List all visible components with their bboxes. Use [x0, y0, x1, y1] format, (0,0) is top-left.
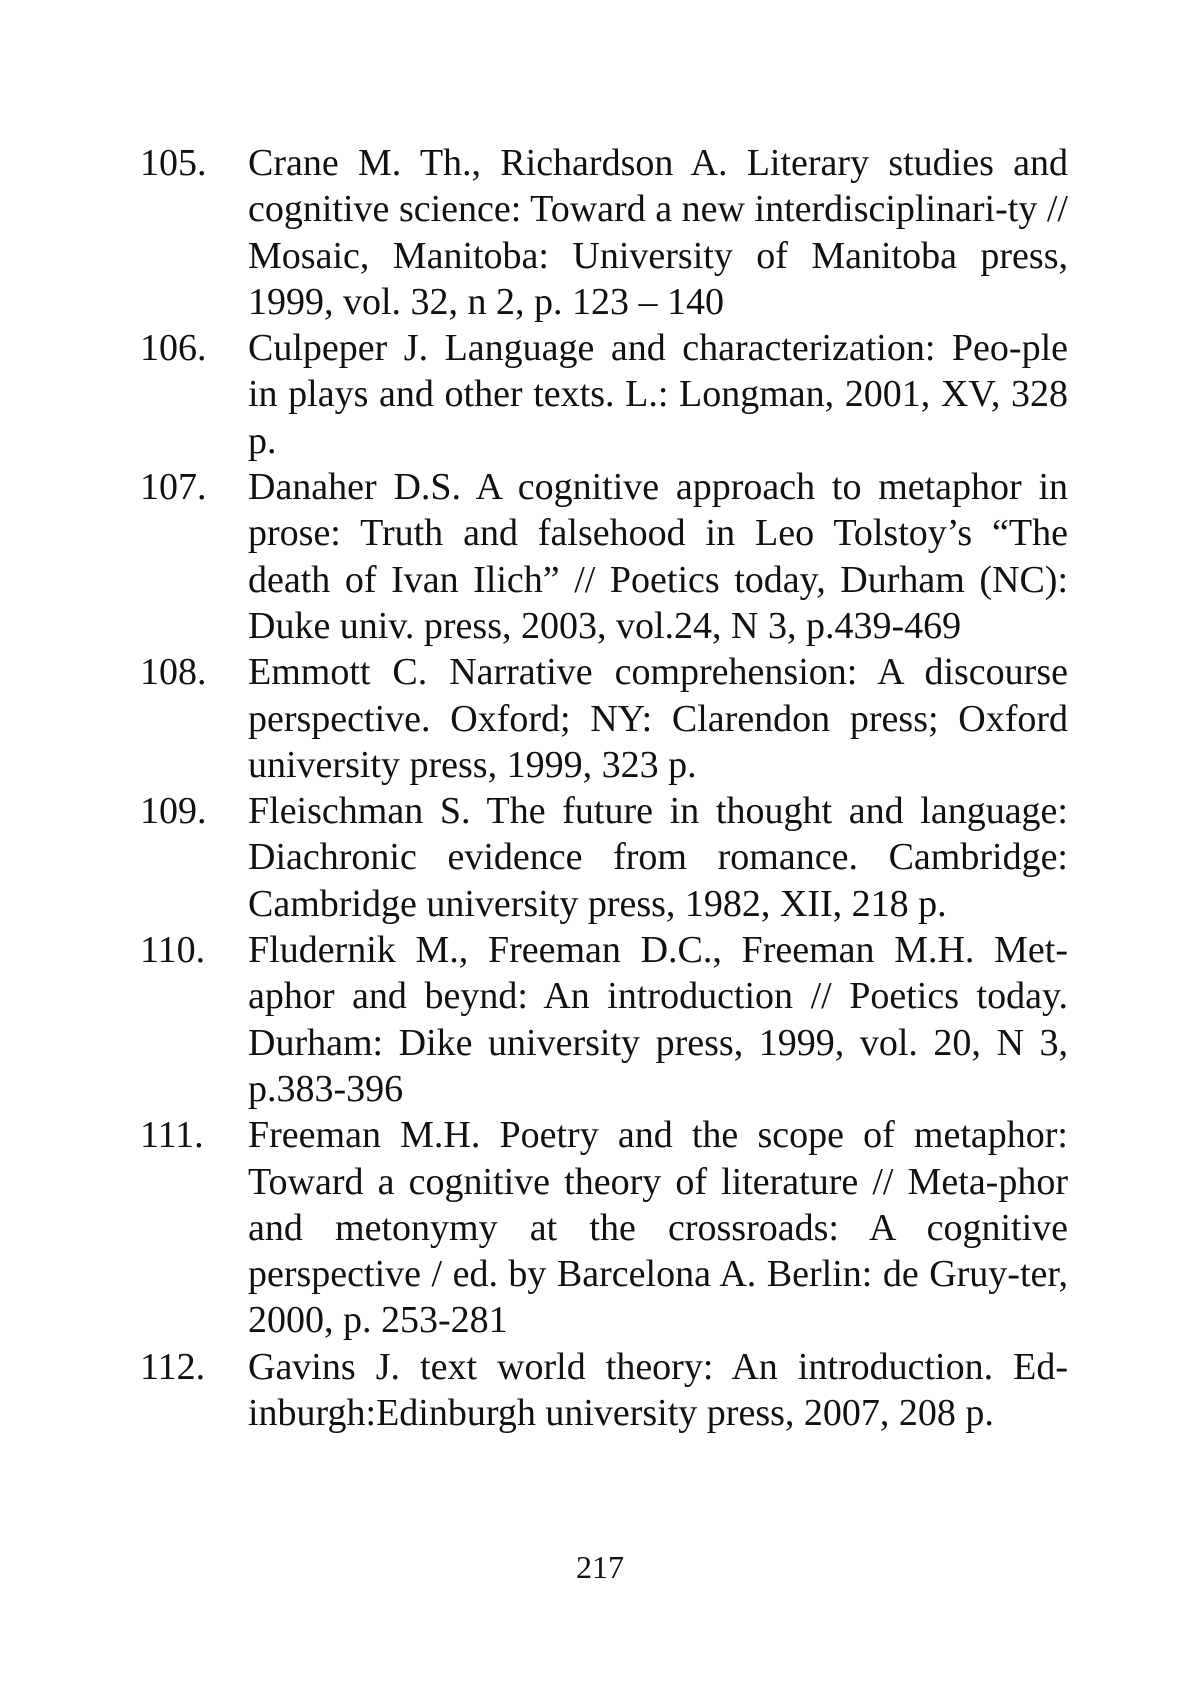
reference-item-108 — [140, 649, 1068, 788]
reference-number: 109. — [140, 790, 207, 833]
page-number: 217 — [576, 1549, 624, 1585]
reference-number: 108. — [140, 651, 207, 694]
reference-list — [140, 140, 1068, 1436]
reference-number: 106. — [140, 327, 207, 370]
reference-text: Culpeper J. Language and characterization: Peo-ple in plays and other texts. L.: Longman, 2001, XV, 328 p. — [248, 327, 1068, 462]
reference-number: 111. — [140, 1114, 204, 1157]
reference-number: 107. — [140, 466, 207, 509]
reference-number: 110. — [140, 929, 206, 972]
reference-item-111 — [140, 1112, 1068, 1343]
reference-text: Freeman M.H. Poetry and the scope of metaphor: Toward a cognitive theory of literature // Meta-phor and metonymy at the crossroads: A cognitive perspective / ed. by Barcelona A. Berlin: de Gruy-ter, 2000, p. 253-281 — [248, 1114, 1068, 1342]
reference-number: 105. — [140, 142, 207, 184]
reference-text: Fleischman S. The future in thought and language: Diachronic evidence from romance. Cambridge: Cambridge university press, 1982, XII, 218 p. — [248, 790, 1068, 925]
reference-item-112 — [140, 1344, 1068, 1437]
reference-text: Fludernik M., Freeman D.C., Freeman M.H. Met-aphor and beynd: An introduction // Poetics today. Durham: Dike university press, 1999, vol. 20, N 3, p.383-396 — [248, 929, 1068, 1110]
reference-text: Emmott C. Narrative comprehension: A discourse perspective. Oxford; NY: Clarendon press; Oxford university press, 1999, 323 p. — [248, 651, 1068, 786]
reference-item-109 — [140, 788, 1068, 927]
reference-item-110 — [140, 927, 1068, 1112]
reference-text: Crane M. Th., Richardson A. Literary studies and cognitive science: Toward a new interdisciplinari-ty // Mosaic, Manitoba: University of Manitoba press, 1999, vol. 32, n 2, p. 123 – 140 — [248, 142, 1068, 323]
reference-item-106 — [140, 325, 1068, 464]
reference-number: 112. — [140, 1345, 206, 1388]
reference-text: Danaher D.S. A cognitive approach to metaphor in prose: Truth and falsehood in Leo Tolstoy’s “The death of Ivan Ilich” // Poetics today, Durham (NC): Duke univ. press, 2003, vol.24, N 3, p.439-469 — [248, 466, 1068, 647]
reference-item-105 — [140, 140, 1068, 325]
reference-text: Gavins J. text world theory: An introduction. Ed-inburgh:Edinburgh university press, 2007, 208 p. — [248, 1345, 1068, 1435]
reference-item-107 — [140, 464, 1068, 649]
